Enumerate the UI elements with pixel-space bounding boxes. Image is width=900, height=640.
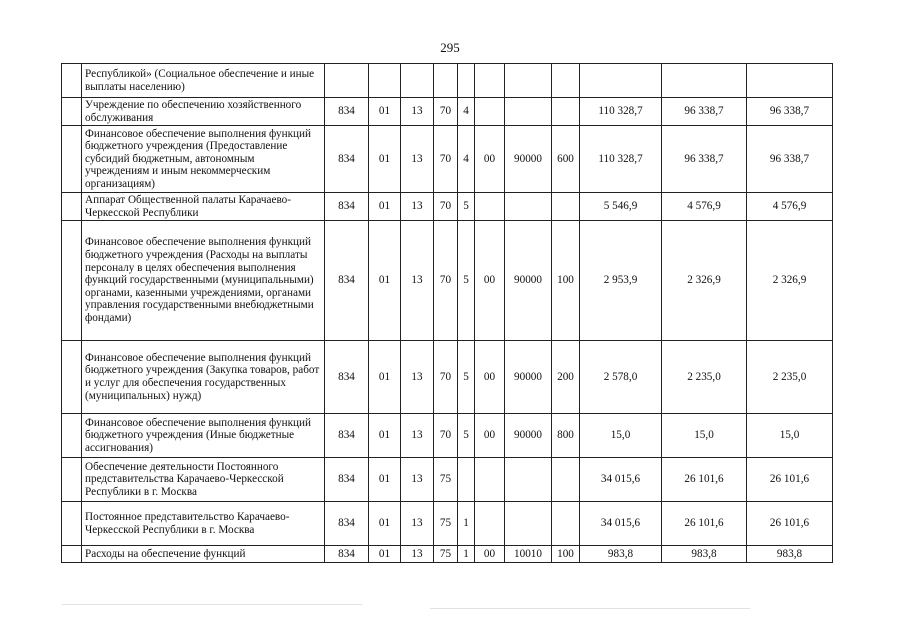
blank-cell (62, 546, 82, 563)
amount-year3-cell: 4 576,9 (747, 193, 833, 221)
gr-code-cell: 834 (325, 193, 369, 221)
blank-cell (62, 221, 82, 341)
expense-code-cell (505, 98, 552, 126)
amount-year1-cell: 5 546,9 (580, 193, 662, 221)
expense-code-cell: 10010 (505, 546, 552, 563)
subprogram-cell: 4 (458, 98, 475, 126)
table-body (62, 64, 833, 563)
subsection-cell: 13 (401, 414, 434, 458)
program-cell: 70 (434, 341, 458, 414)
subsection-cell: 13 (401, 458, 434, 502)
gr-code-cell: 834 (325, 414, 369, 458)
expense-type-cell (552, 193, 580, 221)
table-row (62, 458, 833, 502)
subsection-cell (401, 64, 434, 98)
subsection-cell: 13 (401, 221, 434, 341)
amount-year3-cell: 26 101,6 (747, 502, 833, 546)
amount-year1-cell: 2 578,0 (580, 341, 662, 414)
section-cell (369, 64, 401, 98)
subprogram-cell: 4 (458, 126, 475, 193)
direction-cell: 00 (475, 341, 505, 414)
amount-year2-cell (662, 64, 747, 98)
section-cell: 01 (369, 221, 401, 341)
direction-cell: 00 (475, 126, 505, 193)
page-number: 295 (440, 40, 460, 55)
direction-cell (475, 458, 505, 502)
table-row (62, 502, 833, 546)
amount-year3-cell: 26 101,6 (747, 458, 833, 502)
item-name-cell: Аппарат Общественной палаты Карачаево-Черкесской Республики (82, 193, 325, 221)
gr-code-cell: 834 (325, 502, 369, 546)
amount-year3-cell: 2 235,0 (747, 341, 833, 414)
direction-cell: 00 (475, 414, 505, 458)
program-cell: 70 (434, 414, 458, 458)
table-row (62, 64, 833, 98)
table-row (62, 414, 833, 458)
amount-year3-cell (747, 64, 833, 98)
section-cell: 01 (369, 341, 401, 414)
expense-type-cell: 200 (552, 341, 580, 414)
amount-year2-cell: 2 326,9 (662, 221, 747, 341)
subprogram-cell (458, 458, 475, 502)
expense-type-cell: 100 (552, 221, 580, 341)
program-cell: 70 (434, 126, 458, 193)
program-cell: 75 (434, 502, 458, 546)
program-cell: 75 (434, 546, 458, 563)
expense-code-cell: 90000 (505, 126, 552, 193)
table-row (62, 341, 833, 414)
subprogram-cell: 1 (458, 502, 475, 546)
gr-code-cell (325, 64, 369, 98)
gr-code-cell: 834 (325, 546, 369, 563)
amount-year2-cell: 15,0 (662, 414, 747, 458)
item-name-cell: Республикой» (Социальное обеспечение и иные выплаты населению) (82, 64, 325, 98)
amount-year1-cell: 983,8 (580, 546, 662, 563)
amount-year2-cell: 983,8 (662, 546, 747, 563)
program-cell (434, 64, 458, 98)
direction-cell (475, 502, 505, 546)
program-cell: 70 (434, 193, 458, 221)
amount-year1-cell: 15,0 (580, 414, 662, 458)
table-row (62, 221, 833, 341)
subprogram-cell: 5 (458, 221, 475, 341)
item-name-cell: Расходы на обеспечение функций (82, 546, 325, 563)
amount-year1-cell: 34 015,6 (580, 502, 662, 546)
direction-cell: 00 (475, 221, 505, 341)
gr-code-cell: 834 (325, 126, 369, 193)
amount-year2-cell: 26 101,6 (662, 502, 747, 546)
direction-cell: 00 (475, 546, 505, 563)
direction-cell (475, 98, 505, 126)
expense-type-cell: 100 (552, 546, 580, 563)
section-cell: 01 (369, 98, 401, 126)
item-name-cell: Обеспечение деятельности Постоянного представительства Карачаево-Черкесской Республики в г. Москва (82, 458, 325, 502)
blank-cell (62, 502, 82, 546)
blank-cell (62, 341, 82, 414)
amount-year2-cell: 26 101,6 (662, 458, 747, 502)
item-name-cell: Постоянное представительство Карачаево-Черкесской Республики в г. Москва (82, 502, 325, 546)
amount-year1-cell (580, 64, 662, 98)
table-row (62, 546, 833, 563)
direction-cell (475, 193, 505, 221)
amount-year2-cell: 96 338,7 (662, 98, 747, 126)
budget-table (61, 63, 833, 563)
subsection-cell: 13 (401, 193, 434, 221)
amount-year2-cell: 2 235,0 (662, 341, 747, 414)
section-cell: 01 (369, 546, 401, 563)
expense-code-cell: 90000 (505, 341, 552, 414)
item-name-cell: Учреждение по обеспечению хозяйственного обслуживания (82, 98, 325, 126)
item-name-cell: Финансовое обеспечение выполнения функций бюджетного учреждения (Предоставление субсидий бюджетным, автономным учреждениям и иным некоммерческим организациям) (82, 126, 325, 193)
program-cell: 70 (434, 221, 458, 341)
blank-cell (62, 193, 82, 221)
subsection-cell: 13 (401, 126, 434, 193)
subprogram-cell (458, 64, 475, 98)
section-cell: 01 (369, 458, 401, 502)
expense-type-cell (552, 502, 580, 546)
subsection-cell: 13 (401, 341, 434, 414)
item-name-cell: Финансовое обеспечение выполнения функций бюджетного учреждения (Закупка товаров, работ и услуг для обеспечения государственных (муниципальных) нужд) (82, 341, 325, 414)
expense-code-cell (505, 458, 552, 502)
item-name-cell: Финансовое обеспечение выполнения функций бюджетного учреждения (Иные бюджетные ассигнования) (82, 414, 325, 458)
expense-code-cell (505, 64, 552, 98)
expense-type-cell (552, 458, 580, 502)
table-row (62, 126, 833, 193)
blank-cell (62, 98, 82, 126)
amount-year1-cell: 110 328,7 (580, 98, 662, 126)
program-cell: 75 (434, 458, 458, 502)
amount-year1-cell: 110 328,7 (580, 126, 662, 193)
expense-type-cell (552, 98, 580, 126)
expense-code-cell: 90000 (505, 414, 552, 458)
subprogram-cell: 5 (458, 193, 475, 221)
program-cell: 70 (434, 98, 458, 126)
gr-code-cell: 834 (325, 458, 369, 502)
item-name-cell: Финансовое обеспечение выполнения функций бюджетного учреждения (Расходы на выплаты персоналу в целях обеспечения выполнения функций государственными (муниципальными) органами, казенными учреждениями, органами управления государственными внебюджетными фондами) (82, 221, 325, 341)
amount-year3-cell: 15,0 (747, 414, 833, 458)
amount-year3-cell: 983,8 (747, 546, 833, 563)
blank-cell (62, 64, 82, 98)
blank-cell (62, 414, 82, 458)
expense-code-cell (505, 502, 552, 546)
amount-year3-cell: 2 326,9 (747, 221, 833, 341)
section-cell: 01 (369, 126, 401, 193)
gr-code-cell: 834 (325, 221, 369, 341)
amount-year1-cell: 2 953,9 (580, 221, 662, 341)
table-row (62, 98, 833, 126)
section-cell: 01 (369, 414, 401, 458)
amount-year2-cell: 96 338,7 (662, 126, 747, 193)
expense-type-cell (552, 64, 580, 98)
amount-year3-cell: 96 338,7 (747, 98, 833, 126)
subprogram-cell: 5 (458, 414, 475, 458)
gr-code-cell: 834 (325, 341, 369, 414)
expense-code-cell: 90000 (505, 221, 552, 341)
amount-year3-cell: 96 338,7 (747, 126, 833, 193)
subsection-cell: 13 (401, 546, 434, 563)
expense-type-cell: 600 (552, 126, 580, 193)
amount-year2-cell: 4 576,9 (662, 193, 747, 221)
blank-cell (62, 126, 82, 193)
scan-artifact-line (62, 604, 362, 605)
section-cell: 01 (369, 193, 401, 221)
table-row (62, 193, 833, 221)
expense-code-cell (505, 193, 552, 221)
subprogram-cell: 1 (458, 546, 475, 563)
amount-year1-cell: 34 015,6 (580, 458, 662, 502)
subsection-cell: 13 (401, 502, 434, 546)
subprogram-cell: 5 (458, 341, 475, 414)
scan-artifact-line (430, 608, 750, 609)
direction-cell (475, 64, 505, 98)
blank-cell (62, 458, 82, 502)
expense-type-cell: 800 (552, 414, 580, 458)
section-cell: 01 (369, 502, 401, 546)
subsection-cell: 13 (401, 98, 434, 126)
gr-code-cell: 834 (325, 98, 369, 126)
